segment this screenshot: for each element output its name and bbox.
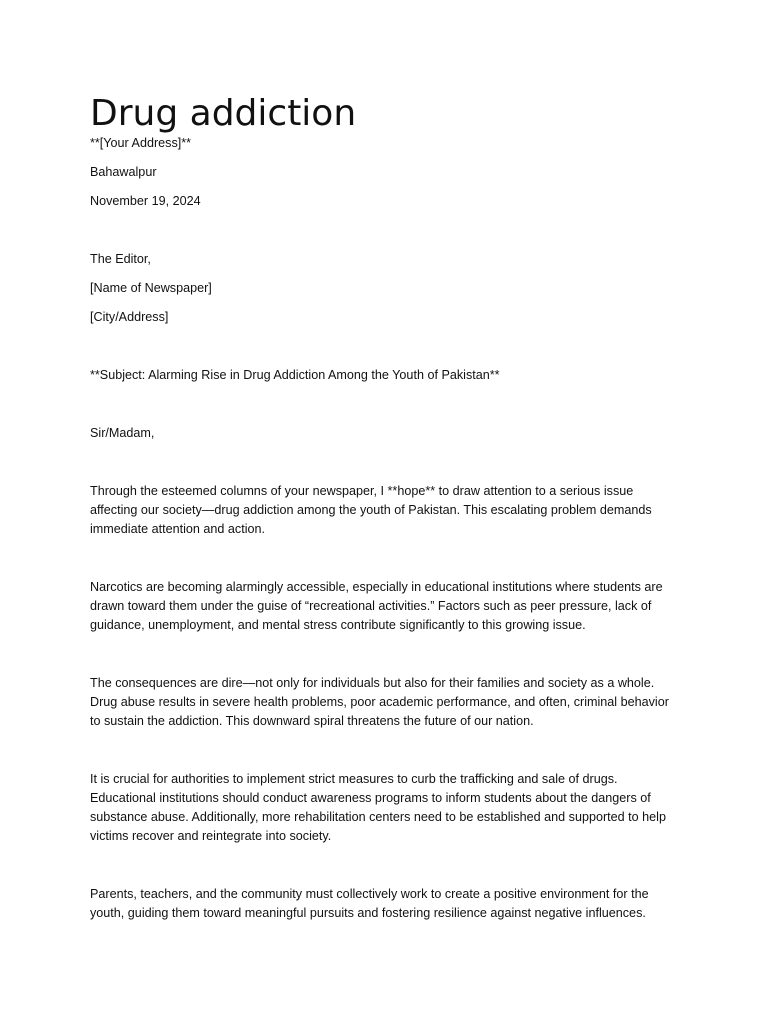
- paragraph-5: [90, 885, 690, 923]
- address-label: **[Your Address]**: [90, 136, 192, 150]
- paragraph-line: Narcotics are becoming alarmingly accessible, especially in educational institutions where students are: [90, 580, 663, 594]
- recipient-line-2: [Name of Newspaper]: [90, 281, 212, 295]
- paragraph-3: [90, 674, 690, 731]
- paragraph-line: victims recover and reintegrate into society.: [90, 829, 332, 843]
- paragraph-line: Drug abuse results in severe health problems, poor academic performance, and often, criminal behavior: [90, 695, 669, 709]
- recipient-line-3: [City/Address]: [90, 310, 169, 324]
- paragraph-1: [90, 482, 690, 539]
- paragraph-line: Parents, teachers, and the community must collectively work to create a positive environment for the: [90, 887, 649, 901]
- document-title: Drug addiction: [90, 93, 357, 134]
- paragraph-line: immediate attention and action.: [90, 522, 266, 536]
- paragraph-line: substance abuse. Additionally, more rehabilitation centers need to be established and supported to help: [90, 810, 666, 824]
- paragraph-2: [90, 578, 690, 635]
- paragraph-line: youth, guiding them toward meaningful pursuits and fostering resilience against negative influences.: [90, 906, 646, 920]
- paragraph-line: Through the esteemed columns of your newspaper, I **hope** to draw attention to a serious issue: [90, 484, 634, 498]
- date-line: November 19, 2024: [90, 194, 201, 208]
- paragraph-line: to sustain the addiction. This downward spiral threatens the future of our nation.: [90, 714, 534, 728]
- paragraph-line: The consequences are dire—not only for individuals but also for their families and society as a whole.: [90, 676, 655, 690]
- recipient-line-1: The Editor,: [90, 252, 151, 266]
- paragraph-line: affecting our society—drug addiction among the youth of Pakistan. This escalating problem demands: [90, 503, 652, 517]
- letter-body: [90, 92, 690, 923]
- salutation: Sir/Madam,: [90, 426, 155, 440]
- paragraph-line: guidance, unemployment, and mental stress contribute significantly to this growing issue.: [90, 618, 586, 632]
- paragraph-line: It is crucial for authorities to implement strict measures to curb the trafficking and sale of drugs.: [90, 772, 618, 786]
- paragraph-line: Educational institutions should conduct awareness programs to inform students about the dangers of: [90, 791, 651, 805]
- paragraph-4: [90, 770, 690, 846]
- city-line: Bahawalpur: [90, 165, 157, 179]
- paragraph-line: drawn toward them under the guise of “recreational activities.” Factors such as peer pressure, lack of: [90, 599, 652, 613]
- subject-line: **Subject: Alarming Rise in Drug Addiction Among the Youth of Pakistan**: [90, 368, 500, 382]
